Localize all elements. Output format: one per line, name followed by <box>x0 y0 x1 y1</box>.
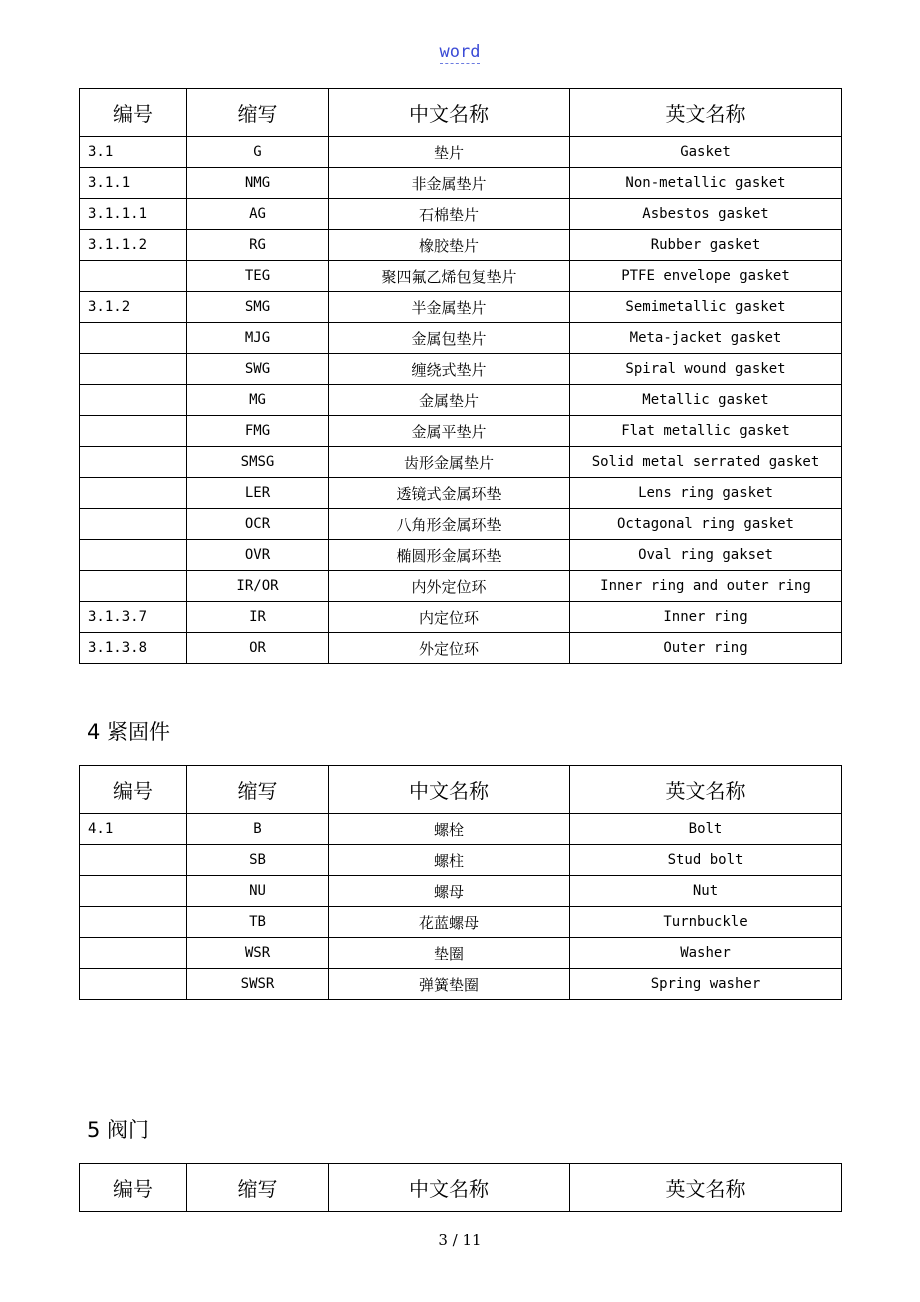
section-5-title: 5 阀门 <box>87 1118 150 1142</box>
cell-abbreviation: OVR <box>187 540 329 571</box>
cell-abbreviation: WSR <box>187 938 329 969</box>
table-row <box>80 907 842 938</box>
cell-chinese-name: 内定位环 <box>329 602 570 633</box>
cell-number <box>80 845 187 876</box>
cell-chinese-name: 金属包垫片 <box>329 323 570 354</box>
header-link-text[interactable]: word <box>439 42 481 62</box>
cell-abbreviation: OR <box>187 633 329 664</box>
col-header-abbr: 缩写 <box>187 1164 329 1212</box>
cell-english-name: Flat metallic gasket <box>570 416 842 447</box>
cell-abbreviation: IR/OR <box>187 571 329 602</box>
col-header-english-name: 英文名称 <box>570 766 842 814</box>
cell-english-name: Gasket <box>570 137 842 168</box>
cell-english-name: Spring washer <box>570 969 842 1000</box>
cell-abbreviation: SWG <box>187 354 329 385</box>
table-row <box>80 385 842 416</box>
cell-english-name: Non-metallic gasket <box>570 168 842 199</box>
cell-number: 3.1.1 <box>80 168 187 199</box>
cell-english-name: Stud bolt <box>570 845 842 876</box>
cell-number <box>80 354 187 385</box>
cell-abbreviation: SB <box>187 845 329 876</box>
table-row <box>80 168 842 199</box>
cell-english-name: Bolt <box>570 814 842 845</box>
cell-chinese-name: 齿形金属垫片 <box>329 447 570 478</box>
cell-english-name: Lens ring gasket <box>570 478 842 509</box>
table-row <box>80 447 842 478</box>
header-word-link[interactable] <box>0 42 920 62</box>
cell-english-name: PTFE envelope gasket <box>570 261 842 292</box>
fastener-table <box>79 765 842 1000</box>
cell-number <box>80 323 187 354</box>
col-header-english-name: 英文名称 <box>570 1164 842 1212</box>
cell-chinese-name: 垫圈 <box>329 938 570 969</box>
cell-number <box>80 478 187 509</box>
col-header-number: 编号 <box>80 89 187 137</box>
cell-chinese-name: 垫片 <box>329 137 570 168</box>
cell-abbreviation: RG <box>187 230 329 261</box>
cell-number <box>80 540 187 571</box>
cell-english-name: Asbestos gasket <box>570 199 842 230</box>
cell-english-name: Oval ring gakset <box>570 540 842 571</box>
table-row <box>80 845 842 876</box>
gasket-table-body <box>80 137 842 664</box>
col-header-abbr: 缩写 <box>187 766 329 814</box>
cell-english-name: Washer <box>570 938 842 969</box>
valve-table <box>79 1163 842 1212</box>
cell-number: 3.1.2 <box>80 292 187 323</box>
col-header-chinese-name: 中文名称 <box>329 766 570 814</box>
cell-number <box>80 385 187 416</box>
table-row <box>80 354 842 385</box>
cell-english-name: Outer ring <box>570 633 842 664</box>
cell-number: 3.1.3.7 <box>80 602 187 633</box>
col-header-abbr: 缩写 <box>187 89 329 137</box>
cell-chinese-name: 非金属垫片 <box>329 168 570 199</box>
cell-english-name: Turnbuckle <box>570 907 842 938</box>
cell-number <box>80 447 187 478</box>
table-row <box>80 416 842 447</box>
cell-chinese-name: 螺母 <box>329 876 570 907</box>
col-header-number: 编号 <box>80 766 187 814</box>
table-row <box>80 199 842 230</box>
table-row <box>80 571 842 602</box>
col-header-number: 编号 <box>80 1164 187 1212</box>
table-row <box>80 230 842 261</box>
gasket-table <box>79 88 842 664</box>
table-row <box>80 876 842 907</box>
cell-chinese-name: 内外定位环 <box>329 571 570 602</box>
cell-abbreviation: NMG <box>187 168 329 199</box>
table-header-row <box>80 766 842 814</box>
cell-abbreviation: TB <box>187 907 329 938</box>
cell-english-name: Nut <box>570 876 842 907</box>
cell-chinese-name: 花蓝螺母 <box>329 907 570 938</box>
cell-chinese-name: 半金属垫片 <box>329 292 570 323</box>
cell-abbreviation: B <box>187 814 329 845</box>
cell-abbreviation: IR <box>187 602 329 633</box>
cell-english-name: Inner ring and outer ring <box>570 571 842 602</box>
cell-number: 4.1 <box>80 814 187 845</box>
table-row <box>80 292 842 323</box>
cell-chinese-name: 橡胶垫片 <box>329 230 570 261</box>
section-4-title: 4 紧固件 <box>87 720 171 744</box>
cell-english-name: Metallic gasket <box>570 385 842 416</box>
cell-number <box>80 509 187 540</box>
cell-number: 3.1.1.2 <box>80 230 187 261</box>
table-header-row <box>80 89 842 137</box>
col-header-chinese-name: 中文名称 <box>329 89 570 137</box>
cell-abbreviation: G <box>187 137 329 168</box>
cell-english-name: Inner ring <box>570 602 842 633</box>
cell-english-name: Semimetallic gasket <box>570 292 842 323</box>
cell-chinese-name: 透镜式金属环垫 <box>329 478 570 509</box>
cell-chinese-name: 八角形金属环垫 <box>329 509 570 540</box>
cell-english-name: Solid metal serrated gasket <box>570 447 842 478</box>
cell-abbreviation: SMG <box>187 292 329 323</box>
cell-chinese-name: 螺栓 <box>329 814 570 845</box>
cell-number: 3.1.3.8 <box>80 633 187 664</box>
table-row <box>80 633 842 664</box>
table-row <box>80 938 842 969</box>
table-row <box>80 323 842 354</box>
cell-chinese-name: 外定位环 <box>329 633 570 664</box>
cell-abbreviation: MG <box>187 385 329 416</box>
cell-number <box>80 938 187 969</box>
cell-number <box>80 876 187 907</box>
table-row <box>80 509 842 540</box>
table-row <box>80 814 842 845</box>
table-row <box>80 602 842 633</box>
cell-abbreviation: LER <box>187 478 329 509</box>
cell-number <box>80 571 187 602</box>
cell-abbreviation: MJG <box>187 323 329 354</box>
cell-chinese-name: 椭圆形金属环垫 <box>329 540 570 571</box>
cell-chinese-name: 聚四氟乙烯包复垫片 <box>329 261 570 292</box>
cell-number: 3.1 <box>80 137 187 168</box>
cell-number <box>80 416 187 447</box>
col-header-chinese-name: 中文名称 <box>329 1164 570 1212</box>
cell-english-name: Octagonal ring gasket <box>570 509 842 540</box>
cell-english-name: Spiral wound gasket <box>570 354 842 385</box>
cell-abbreviation: TEG <box>187 261 329 292</box>
fastener-table-body <box>80 814 842 1000</box>
cell-chinese-name: 金属平垫片 <box>329 416 570 447</box>
cell-chinese-name: 缠绕式垫片 <box>329 354 570 385</box>
cell-abbreviation: SWSR <box>187 969 329 1000</box>
table-row <box>80 969 842 1000</box>
cell-abbreviation: FMG <box>187 416 329 447</box>
table-row <box>80 261 842 292</box>
cell-number <box>80 907 187 938</box>
cell-abbreviation: SMSG <box>187 447 329 478</box>
cell-number <box>80 261 187 292</box>
cell-number: 3.1.1.1 <box>80 199 187 230</box>
cell-english-name: Meta-jacket gasket <box>570 323 842 354</box>
cell-chinese-name: 弹簧垫圈 <box>329 969 570 1000</box>
table-row <box>80 137 842 168</box>
table-row <box>80 540 842 571</box>
page-number: 3 / 11 <box>438 1231 482 1249</box>
cell-chinese-name: 螺柱 <box>329 845 570 876</box>
table-row <box>80 478 842 509</box>
col-header-english-name: 英文名称 <box>570 89 842 137</box>
cell-abbreviation: AG <box>187 199 329 230</box>
table-header-row <box>80 1164 842 1212</box>
cell-number <box>80 969 187 1000</box>
cell-abbreviation: OCR <box>187 509 329 540</box>
cell-abbreviation: NU <box>187 876 329 907</box>
cell-chinese-name: 金属垫片 <box>329 385 570 416</box>
cell-english-name: Rubber gasket <box>570 230 842 261</box>
cell-chinese-name: 石棉垫片 <box>329 199 570 230</box>
